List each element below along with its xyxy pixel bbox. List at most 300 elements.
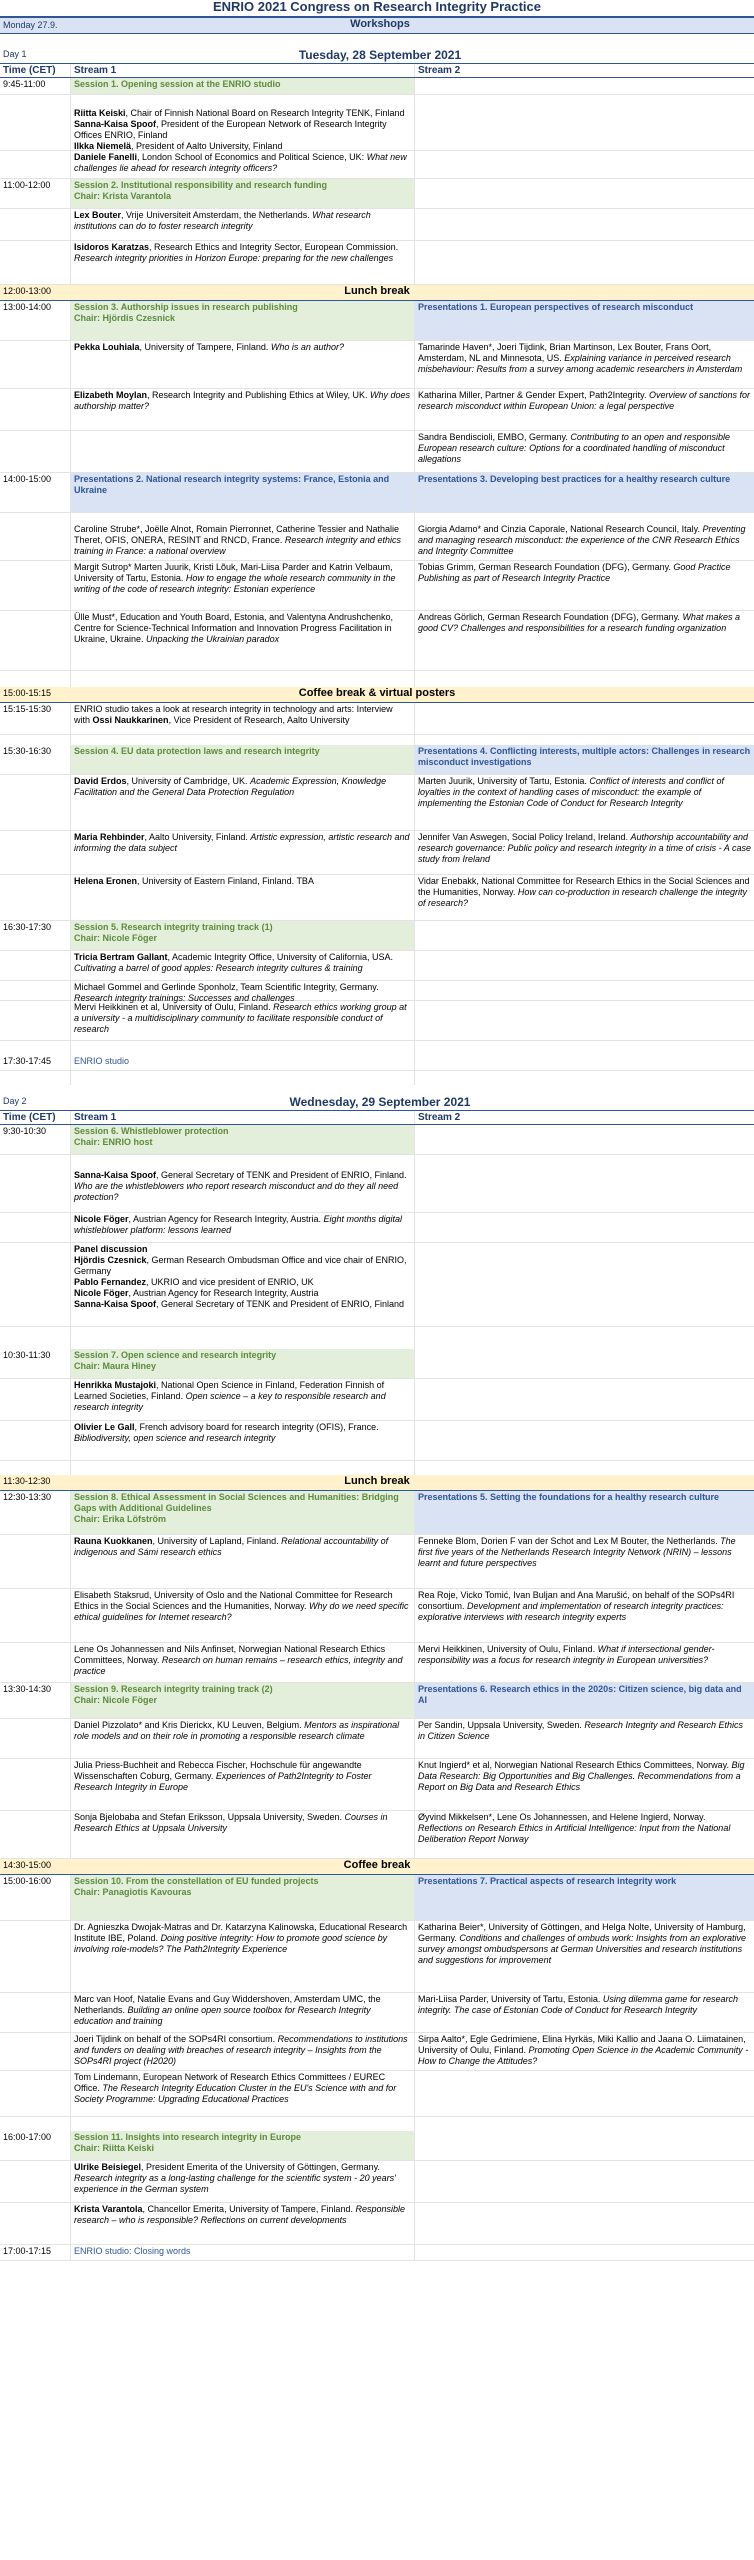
stream1-cell bbox=[70, 1327, 414, 1349]
stream2-cell bbox=[414, 831, 754, 874]
talk-text: Session 5. Research integrity training track (1) bbox=[74, 922, 273, 932]
stream2-cell bbox=[414, 2131, 754, 2160]
talk-title: Eight months digital whistleblower platform: lessons learned bbox=[74, 1214, 402, 1235]
talk-title: Unpacking the Ukrainian paradox bbox=[146, 634, 280, 644]
stream1-cell bbox=[70, 241, 414, 284]
speaker-name: Rauna Kuokkanen bbox=[74, 1536, 153, 1546]
stream2-cell bbox=[414, 1421, 754, 1460]
agenda-row bbox=[0, 1921, 754, 1993]
talk-text: Jennifer Van Aswegen, Social Policy Ireland, Ireland. bbox=[418, 832, 631, 842]
time-slot: 15:30-16:30 bbox=[3, 746, 52, 756]
workshops-row bbox=[0, 18, 754, 34]
speaker-name: Hjördis Czesnick bbox=[74, 1255, 147, 1265]
talk-title: Who is an author? bbox=[270, 342, 344, 352]
speaker-name: Tricia Bertram Gallant bbox=[74, 952, 168, 962]
talk-title: What makes a good CV? Challenges and responsibilities for a research funding organization bbox=[418, 612, 740, 633]
speaker-name: Sanna-Kaisa Spoof bbox=[74, 1170, 157, 1180]
spacer-row bbox=[0, 735, 754, 745]
col-time: Time (CET) bbox=[3, 65, 56, 76]
stream2-cell bbox=[414, 703, 754, 734]
talk-text: , French advisory board for research integrity (OFIS), France. bbox=[134, 1422, 379, 1432]
time-slot: 14:00-15:00 bbox=[3, 474, 52, 484]
agenda-row bbox=[0, 1243, 754, 1327]
time-slot bbox=[0, 1535, 70, 1588]
talk-title: Who are the whistleblowers who report research misconduct and do they all need protection? bbox=[74, 1181, 399, 1202]
talk-title: Reflections on Research Ethics in Artificial Intelligence: Input from the National Deliberation Report Norway bbox=[418, 1823, 731, 1844]
agenda-row bbox=[0, 1535, 754, 1589]
stream2-cell bbox=[414, 1993, 754, 2032]
stream2-cell bbox=[414, 1875, 754, 1920]
agenda-row bbox=[0, 1169, 754, 1213]
stream2-cell bbox=[414, 1155, 754, 1169]
stream2-cell bbox=[414, 745, 754, 774]
agenda-row bbox=[0, 1349, 754, 1379]
stream1-cell bbox=[70, 209, 414, 240]
talk-text: , University of Lapland, Finland. bbox=[152, 1536, 282, 1546]
talk-text: Øyvind Mikkelsen*, Lene Os Johannessen, and Helene Ingierd, Norway. bbox=[418, 1812, 706, 1822]
agenda-row bbox=[0, 745, 754, 775]
time-slot bbox=[0, 1589, 70, 1642]
time-slot bbox=[0, 671, 70, 687]
talk-text: Presentations 1. European perspectives of research misconduct bbox=[418, 302, 694, 312]
talk-text: , German Research Ombudsman Office and vice chair of ENRIO, Germany bbox=[74, 1255, 407, 1276]
agenda-row bbox=[0, 2071, 754, 2117]
talk-text: Ülle Must*, Education and Youth Board, Estonia, and Valentyna Andrushchenko, Centre for Science-Technical Information and Innovation Progress Facilitation in Ukraine, Ukraine. bbox=[74, 612, 394, 644]
stream2-cell bbox=[414, 981, 754, 1000]
time-slot: 13:00-14:00 bbox=[3, 302, 52, 312]
talk-text: , UKRIO and vice president of ENRIO, UK bbox=[146, 1277, 314, 1287]
stream1-cell bbox=[70, 1461, 414, 1475]
stream1-cell bbox=[70, 1993, 414, 2032]
stream2-cell bbox=[414, 1719, 754, 1758]
agenda-row bbox=[0, 2033, 754, 2071]
stream2-cell bbox=[414, 241, 754, 284]
speaker-name: Krista Varantola bbox=[74, 2204, 143, 2214]
stream2-cell bbox=[414, 1001, 754, 1040]
speaker-name: Pablo Fernandez bbox=[74, 1277, 147, 1287]
talk-title: The first five years of the Netherlands Research Integrity Network (NRIN) – lessons learnt and future perspectives bbox=[418, 1536, 736, 1568]
talk-text: Session 8. Ethical Assessment in Social Sciences and Humanities: Bridging Gaps with Additional Guidelines bbox=[74, 1492, 399, 1513]
speaker-name: Lex Bouter bbox=[74, 210, 122, 220]
stream1-cell bbox=[70, 1379, 414, 1420]
agenda-row bbox=[0, 1719, 754, 1759]
break-row bbox=[0, 687, 754, 703]
stream2-cell bbox=[414, 301, 754, 340]
stream1-cell bbox=[70, 831, 414, 874]
day1-header bbox=[0, 48, 754, 64]
stream2-cell bbox=[414, 1589, 754, 1642]
agenda-row bbox=[0, 473, 754, 513]
agenda-row bbox=[0, 209, 754, 241]
talk-text: Session 1. Opening session at the ENRIO studio bbox=[74, 79, 281, 89]
talk-text: Chair: Nicole Föger bbox=[74, 933, 158, 943]
stream1-cell bbox=[70, 431, 414, 472]
stream2-cell bbox=[414, 1327, 754, 1349]
column-header-row bbox=[0, 64, 754, 78]
talk-title: Explaining variance in perceived research misbehaviour: Results from a survey among academic researchers in Amsterdam bbox=[418, 353, 743, 374]
col-stream2: Stream 2 bbox=[414, 1111, 754, 1124]
talk-text: Per Sandin, Uppsala University, Sweden. bbox=[418, 1720, 585, 1730]
agenda-row bbox=[0, 301, 754, 341]
time-slot bbox=[0, 1719, 70, 1758]
time-slot bbox=[0, 1243, 70, 1326]
day2-header bbox=[0, 1095, 754, 1111]
talk-title: Using dilemma game for research integrity. The case of Estonian Code of Conduct for Research Integrity bbox=[418, 1994, 738, 2015]
talk-title: Overview of sanctions for research misconduct within European Union: a legal perspective bbox=[418, 390, 750, 411]
talk-title: Doing positive integrity: How to promote good science by involving role-models? The Path2Integrity Experience bbox=[74, 1933, 388, 1954]
agenda-row bbox=[0, 1589, 754, 1643]
time-slot: 12:00-13:00 bbox=[3, 286, 52, 296]
break-title: Lunch break bbox=[344, 1475, 410, 1487]
talk-title: Why do we need specific ethical guidelines for Internet research? bbox=[74, 1601, 409, 1622]
talk-text: Caroline Strube*, Joëlle Alnot, Romain Pierronnet, Catherine Tessier and Nathalie Theret, OFIS, ONERA, RESINT and RNCD, France. bbox=[74, 524, 400, 545]
talk-text: Fenneke Blom, Dorien F van der Schot and Lex M Bouter, the Netherlands. bbox=[418, 1536, 721, 1546]
stream1-cell bbox=[70, 1169, 414, 1212]
stream1-cell bbox=[70, 523, 414, 560]
col-time: Time (CET) bbox=[3, 1112, 56, 1123]
talk-text: , President of the European Network of Research Integrity Offices ENRIO, Finland bbox=[74, 119, 387, 140]
stream1-cell bbox=[70, 301, 414, 340]
stream1-cell bbox=[70, 1535, 414, 1588]
talk-title: Promoting Open Science in the Academic Community - How to Change the Attitudes? bbox=[418, 2045, 749, 2066]
stream2-cell bbox=[414, 341, 754, 388]
stream2-cell bbox=[414, 735, 754, 745]
time-slot: 9:30-10:30 bbox=[3, 1126, 47, 1136]
talk-text: Giorgia Adamo* and Cinzia Caporale, National Research Council, Italy. bbox=[418, 524, 703, 534]
spacer-row bbox=[0, 1461, 754, 1475]
agenda-row bbox=[0, 875, 754, 921]
stream2-cell bbox=[414, 611, 754, 670]
talk-title: Good Practice Publishing as part of Research Integrity Practice bbox=[418, 562, 731, 583]
talk-text: , Aalto University, Finland. bbox=[144, 832, 251, 842]
talk-text: Presentations 5. Setting the foundations for a healthy research culture bbox=[418, 1492, 720, 1502]
workshops-day: Monday 27.9. bbox=[3, 20, 58, 30]
speaker-name: Elizabeth Moylan bbox=[74, 390, 148, 400]
talk-title: Why does authorship matter? bbox=[74, 390, 410, 411]
stream2-cell bbox=[414, 1643, 754, 1682]
time-slot bbox=[0, 1921, 70, 1992]
break-title: Coffee break & virtual posters bbox=[298, 687, 456, 699]
agenda-row bbox=[0, 1643, 754, 1683]
talk-title: Authorship accountability and research governance: Public policy and research integrity in a time of crisis - A case study from Ireland bbox=[418, 832, 751, 864]
talk-text: Marc van Hoof, Natalie Evans and Guy Widdershoven, Amsterdam UMC, the Netherlands. bbox=[74, 1994, 381, 2015]
talk-text: Margit Sutrop* Marten Juurik, Kristi Lõuk, Mari-Liisa Parder and Katrin Velbaum, University of Tartu, Estonia. bbox=[74, 562, 393, 583]
talk-text: Michael Gommel and Gerlinde Sponholz, Team Scientific Integrity, Germany. bbox=[74, 982, 379, 992]
talk-text: Marten Juurik, University of Tartu, Estonia. bbox=[418, 776, 590, 786]
talk-text: ENRIO studio takes a look at research integrity in technology and arts: Interview with bbox=[74, 704, 393, 725]
spacer-row bbox=[0, 671, 754, 687]
talk-title: Experiences of Path2Integrity to Foster Research Integrity in Europe bbox=[74, 1771, 372, 1792]
talk-text: Presentations 7. Practical aspects of research integrity work bbox=[418, 1876, 677, 1886]
speaker-name: Sanna-Kaisa Spoof bbox=[74, 119, 157, 129]
stream2-cell bbox=[414, 473, 754, 512]
talk-text: Session 7. Open science and research integrity bbox=[74, 1350, 277, 1360]
talk-title: What research institutions can do to foster research integrity bbox=[74, 210, 371, 231]
speaker-name: Olivier Le Gall bbox=[74, 1422, 135, 1432]
time-slot: 17:00-17:15 bbox=[3, 2246, 52, 2256]
stream1-cell bbox=[70, 2033, 414, 2070]
time-slot bbox=[0, 1155, 70, 1169]
agenda-row bbox=[0, 1683, 754, 1719]
time-slot bbox=[0, 875, 70, 920]
talk-text: , Research Integrity and Publishing Ethics at Wiley, UK. bbox=[147, 390, 370, 400]
stream1-cell bbox=[70, 1719, 414, 1758]
time-slot: 11:00-12:00 bbox=[3, 180, 51, 190]
speaker-name: Isidoros Karatzas bbox=[74, 242, 150, 252]
stream2-cell bbox=[414, 1461, 754, 1475]
talk-title: Research integrity trainings: Successes and challenges bbox=[74, 993, 295, 1003]
speaker-name: Maria Rehbinder bbox=[74, 832, 145, 842]
time-slot bbox=[0, 209, 70, 240]
time-slot: 11:30-12:30 bbox=[3, 1476, 51, 1486]
speaker-name: Nicole Föger bbox=[74, 1288, 129, 1298]
time-slot bbox=[0, 513, 70, 523]
speaker-name: Pekka Louhiala bbox=[74, 342, 140, 352]
agenda-row bbox=[0, 2161, 754, 2203]
stream1-cell bbox=[70, 1875, 414, 1920]
stream1-cell bbox=[70, 2245, 414, 2260]
time-slot bbox=[0, 1041, 70, 1055]
talk-text: , Austrian Agency for Research Integrity, Austria. bbox=[128, 1214, 324, 1224]
speaker-name: Panel discussion bbox=[74, 1244, 148, 1254]
time-slot bbox=[0, 2203, 70, 2244]
talk-title: Research Integrity and Research Ethics in Citizen Science bbox=[418, 1720, 743, 1741]
time-slot bbox=[0, 611, 70, 670]
stream1-cell bbox=[70, 1125, 414, 1154]
time-slot bbox=[0, 523, 70, 560]
talk-text: Katharina Beier*, University of Göttingen, and Helga Nolte, University of Hamburg, Germany. bbox=[418, 1922, 746, 1943]
talk-text: Dr. Agnieszka Dwojak-Matras and Dr. Katarzyna Kalinowska, Educational Research Institute IBE, Poland. bbox=[74, 1922, 408, 1943]
stream2-cell bbox=[414, 2203, 754, 2244]
stream1-cell bbox=[70, 2203, 414, 2244]
talk-text: Mervi Heikkinen, University of Oulu, Finland. bbox=[418, 1644, 598, 1654]
talk-text: , President of Aalto University, Finland bbox=[131, 141, 283, 151]
stream2-cell bbox=[414, 2117, 754, 2131]
col-stream1: Stream 1 bbox=[70, 1111, 414, 1124]
stream2-cell bbox=[414, 1055, 754, 1070]
stream1-cell bbox=[70, 1349, 414, 1378]
talk-text: Chair: ENRIO host bbox=[74, 1137, 153, 1147]
stream2-cell bbox=[414, 513, 754, 523]
speaker-name: Ulrike Beisiegel bbox=[74, 2162, 142, 2172]
spacer-row bbox=[0, 95, 754, 107]
agenda-row bbox=[0, 523, 754, 561]
stream1-cell bbox=[70, 611, 414, 670]
talk-text: Joeri Tijdink on behalf of the SOPs4RI consortium. bbox=[74, 2034, 278, 2044]
talk-text: Knut Ingierd* et al, Norwegian National Research Ethics Committees, Norway. bbox=[418, 1760, 732, 1770]
time-slot: 15:15-15:30 bbox=[3, 704, 52, 714]
stream1-cell bbox=[70, 473, 414, 512]
day-label: Day 2 bbox=[3, 1096, 27, 1106]
talk-text: Chair: Nicole Föger bbox=[74, 1695, 158, 1705]
time-slot bbox=[0, 775, 70, 830]
time-slot bbox=[0, 1421, 70, 1460]
talk-text: , Vice President of Research, Aalto University bbox=[168, 715, 350, 725]
talk-text: Session 4. EU data protection laws and research integrity bbox=[74, 746, 320, 756]
page-title: ENRIO 2021 Congress on Research Integrity Practice bbox=[212, 0, 541, 14]
talk-text: , Chair of Finnish National Board on Research Integrity TENK, Finland bbox=[125, 108, 405, 118]
stream1-cell bbox=[70, 745, 414, 774]
talk-text: , General Secretary of TENK and President of ENRIO, Finland bbox=[156, 1299, 404, 1309]
talk-title: Artistic expression, artistic research and informing the data subject bbox=[74, 832, 410, 853]
agenda-row bbox=[0, 107, 754, 151]
stream1-cell bbox=[70, 1683, 414, 1718]
talk-text: , University of Cambridge, UK. bbox=[126, 776, 251, 786]
time-slot bbox=[0, 95, 70, 107]
time-slot bbox=[0, 1643, 70, 1682]
stream2-cell bbox=[414, 1379, 754, 1420]
stream1-cell bbox=[70, 703, 414, 734]
talk-text: Elisabeth Staksrud, University of Oslo and the National Committee for Research Ethics in the Social Sciences and the Humanities, Norway. bbox=[74, 1590, 393, 1611]
stream2-cell bbox=[414, 1921, 754, 1992]
talk-title: Responsible research – who is responsible? Reflections on current developments bbox=[74, 2204, 405, 2225]
agenda-row bbox=[0, 1055, 754, 1071]
stream2-cell bbox=[414, 1349, 754, 1378]
speaker-name: Riitta Keiski bbox=[74, 108, 126, 118]
talk-text: Rea Roje, Vicko Tomić, Ivan Buljan and Ana Marušić, on behalf of the SOPs4RI consortium. bbox=[418, 1590, 735, 1611]
stream2-cell bbox=[414, 179, 754, 208]
stream2-cell bbox=[414, 95, 754, 107]
talk-text: Presentations 2. National research integrity systems: France, Estonia and Ukraine bbox=[74, 474, 390, 495]
break-title: Lunch break bbox=[344, 285, 410, 297]
time-slot bbox=[0, 831, 70, 874]
talk-title: Contributing to an open and responsible European research culture: Options for a coordinated handling of misconduct allegations bbox=[418, 432, 731, 464]
talk-text: Session 3. Authorship issues in research publishing bbox=[74, 302, 298, 312]
agenda-row bbox=[0, 561, 754, 611]
stream1-cell bbox=[70, 1921, 414, 1992]
agenda-row bbox=[0, 389, 754, 431]
time-slot bbox=[0, 341, 70, 388]
stream2-cell bbox=[414, 671, 754, 687]
stream1-cell bbox=[70, 341, 414, 388]
stream1-cell bbox=[70, 151, 414, 178]
stream1-cell bbox=[70, 1811, 414, 1858]
spacer-row bbox=[0, 1071, 754, 1085]
talk-title: The Research Integrity Education Cluster in the EU's Science with and for Society Programme: Upgrading Educational Practices bbox=[74, 2083, 397, 2104]
talk-text: Presentations 3. Developing best practices for a healthy research culture bbox=[418, 474, 731, 484]
talk-text: Chair: Hjördis Czesnick bbox=[74, 313, 176, 323]
stream2-cell bbox=[414, 1041, 754, 1055]
talk-text: , University of Eastern Finland, Finland. TBA bbox=[137, 876, 314, 886]
speaker-name: Henrikka Mustajoki bbox=[74, 1380, 157, 1390]
stream2-cell bbox=[414, 151, 754, 178]
talk-text: Mervi Heikkinen et al, University of Oulu, Finland. bbox=[74, 1002, 274, 1012]
time-slot bbox=[0, 1811, 70, 1858]
talk-text: , Chancellor Emerita, University of Tampere, Finland. bbox=[142, 2204, 356, 2214]
talk-title: Conflict of interests and conflict of loyalties in the context of handling cases of misconduct: the example of implementing the Estonian Code of Conduct for Research Integrity bbox=[418, 776, 724, 808]
talk-title: Bibliodiversity, open science and research integrity bbox=[74, 1433, 276, 1443]
talk-title: Big Data Research: Big Opportunities and Big Challenges. Recommendations from a Report on Big Data and Research Ethics bbox=[418, 1760, 745, 1792]
time-slot bbox=[0, 151, 70, 178]
stream1-cell bbox=[70, 107, 414, 150]
agenda-row bbox=[0, 431, 754, 473]
talk-text: , University of Tampere, Finland. bbox=[139, 342, 271, 352]
talk-text: Session 10. From the constellation of EU funded projects bbox=[74, 1876, 319, 1886]
agenda-row bbox=[0, 1125, 754, 1155]
page-title-row bbox=[0, 0, 754, 18]
stream2-cell bbox=[414, 2161, 754, 2202]
time-slot: 9:45-11:00 bbox=[3, 79, 46, 89]
talk-title: Development and implementation of research integrity practices: explorative interviews with research integrity experts bbox=[418, 1601, 724, 1622]
stream1-cell bbox=[70, 1243, 414, 1326]
agenda-row bbox=[0, 1379, 754, 1421]
talk-title: Research on human remains – research ethics, integrity and practice bbox=[74, 1655, 403, 1676]
time-slot bbox=[0, 1993, 70, 2032]
talk-text: Mari-Liisa Parder, University of Tartu, Estonia. bbox=[418, 1994, 603, 2004]
time-slot bbox=[0, 1379, 70, 1420]
break-title: Coffee break bbox=[343, 1859, 411, 1871]
stream1-cell bbox=[70, 1643, 414, 1682]
agenda-row bbox=[0, 1811, 754, 1859]
talk-text: Tobias Grimm, German Research Foundation (DFG), Germany. bbox=[418, 562, 674, 572]
talk-text: Session 2. Institutional responsibility and research funding bbox=[74, 180, 328, 190]
agenda-row bbox=[0, 981, 754, 1001]
talk-text: Chair: Krista Varantola bbox=[74, 191, 172, 201]
talk-text: Chair: Erika Löfström bbox=[74, 1514, 167, 1524]
stream2-cell bbox=[414, 431, 754, 472]
break-row bbox=[0, 285, 754, 301]
time-slot bbox=[0, 107, 70, 150]
stream1-cell bbox=[70, 1055, 414, 1070]
time-slot bbox=[0, 1169, 70, 1212]
time-slot: 15:00-16:00 bbox=[3, 1876, 52, 1886]
spacer-row bbox=[0, 1041, 754, 1055]
time-slot: 16:30-17:30 bbox=[3, 922, 52, 932]
talk-title: Open science – a key to responsible research and research integrity bbox=[74, 1391, 386, 1412]
agenda-row bbox=[0, 775, 754, 831]
stream2-cell bbox=[414, 1213, 754, 1242]
time-slot: 16:00-17:00 bbox=[3, 2132, 52, 2142]
time-slot bbox=[0, 981, 70, 1000]
time-slot bbox=[0, 2033, 70, 2070]
talk-text: Presentations 4. Conflicting interests, multiple actors: Challenges in research misconduct investigations bbox=[418, 746, 751, 767]
stream2-cell bbox=[414, 561, 754, 610]
talk-text: , Research Ethics and Integrity Sector, European Commission. bbox=[149, 242, 399, 252]
talk-title: Academic Expression, Knowledge Facilitation and the General Data Protection Regulation bbox=[74, 776, 387, 797]
agenda-row bbox=[0, 1213, 754, 1243]
time-slot: 17:30-17:45 bbox=[3, 1056, 52, 1066]
talk-title: What new challenges lie ahead for research integrity officers? bbox=[74, 152, 407, 173]
stream2-cell bbox=[414, 2245, 754, 2260]
talk-text: ENRIO studio: Closing words bbox=[74, 2246, 191, 2256]
stream2-cell bbox=[414, 107, 754, 150]
talk-text: Chair: Maura Hiney bbox=[74, 1361, 157, 1371]
time-slot: 15:00-15:15 bbox=[3, 688, 52, 698]
talk-title: Building an online open source toolbox for Research Integrity education and training bbox=[74, 2005, 371, 2026]
time-slot bbox=[0, 1327, 70, 1349]
talk-title: Research integrity priorities in Horizon Europe: preparing for the new challenges bbox=[74, 253, 394, 263]
time-slot bbox=[0, 2117, 70, 2131]
column-header-row bbox=[0, 1111, 754, 1125]
talk-title: Mentors as inspirational role models and on their role in promoting a responsible research climate bbox=[74, 1720, 400, 1741]
talk-title: Research integrity as a long-lasting challenge for the scientific system - 20 years' experience in the German system bbox=[74, 2173, 396, 2194]
time-slot bbox=[0, 2161, 70, 2202]
agenda-row bbox=[0, 78, 754, 95]
stream1-cell bbox=[70, 775, 414, 830]
stream1-cell bbox=[70, 951, 414, 980]
speaker-name: Sanna-Kaisa Spoof bbox=[74, 1299, 157, 1309]
time-slot bbox=[0, 1461, 70, 1475]
talk-text: , Vrije Universiteit Amsterdam, the Netherlands. bbox=[121, 210, 313, 220]
stream2-cell bbox=[414, 1169, 754, 1212]
stream1-cell bbox=[70, 671, 414, 687]
stream1-cell bbox=[70, 179, 414, 208]
time-slot bbox=[0, 431, 70, 472]
time-slot bbox=[0, 1001, 70, 1040]
talk-text: , President Emerita of the University of Göttingen, Germany. bbox=[141, 2162, 380, 2172]
time-slot bbox=[0, 951, 70, 980]
stream2-cell bbox=[414, 1759, 754, 1810]
